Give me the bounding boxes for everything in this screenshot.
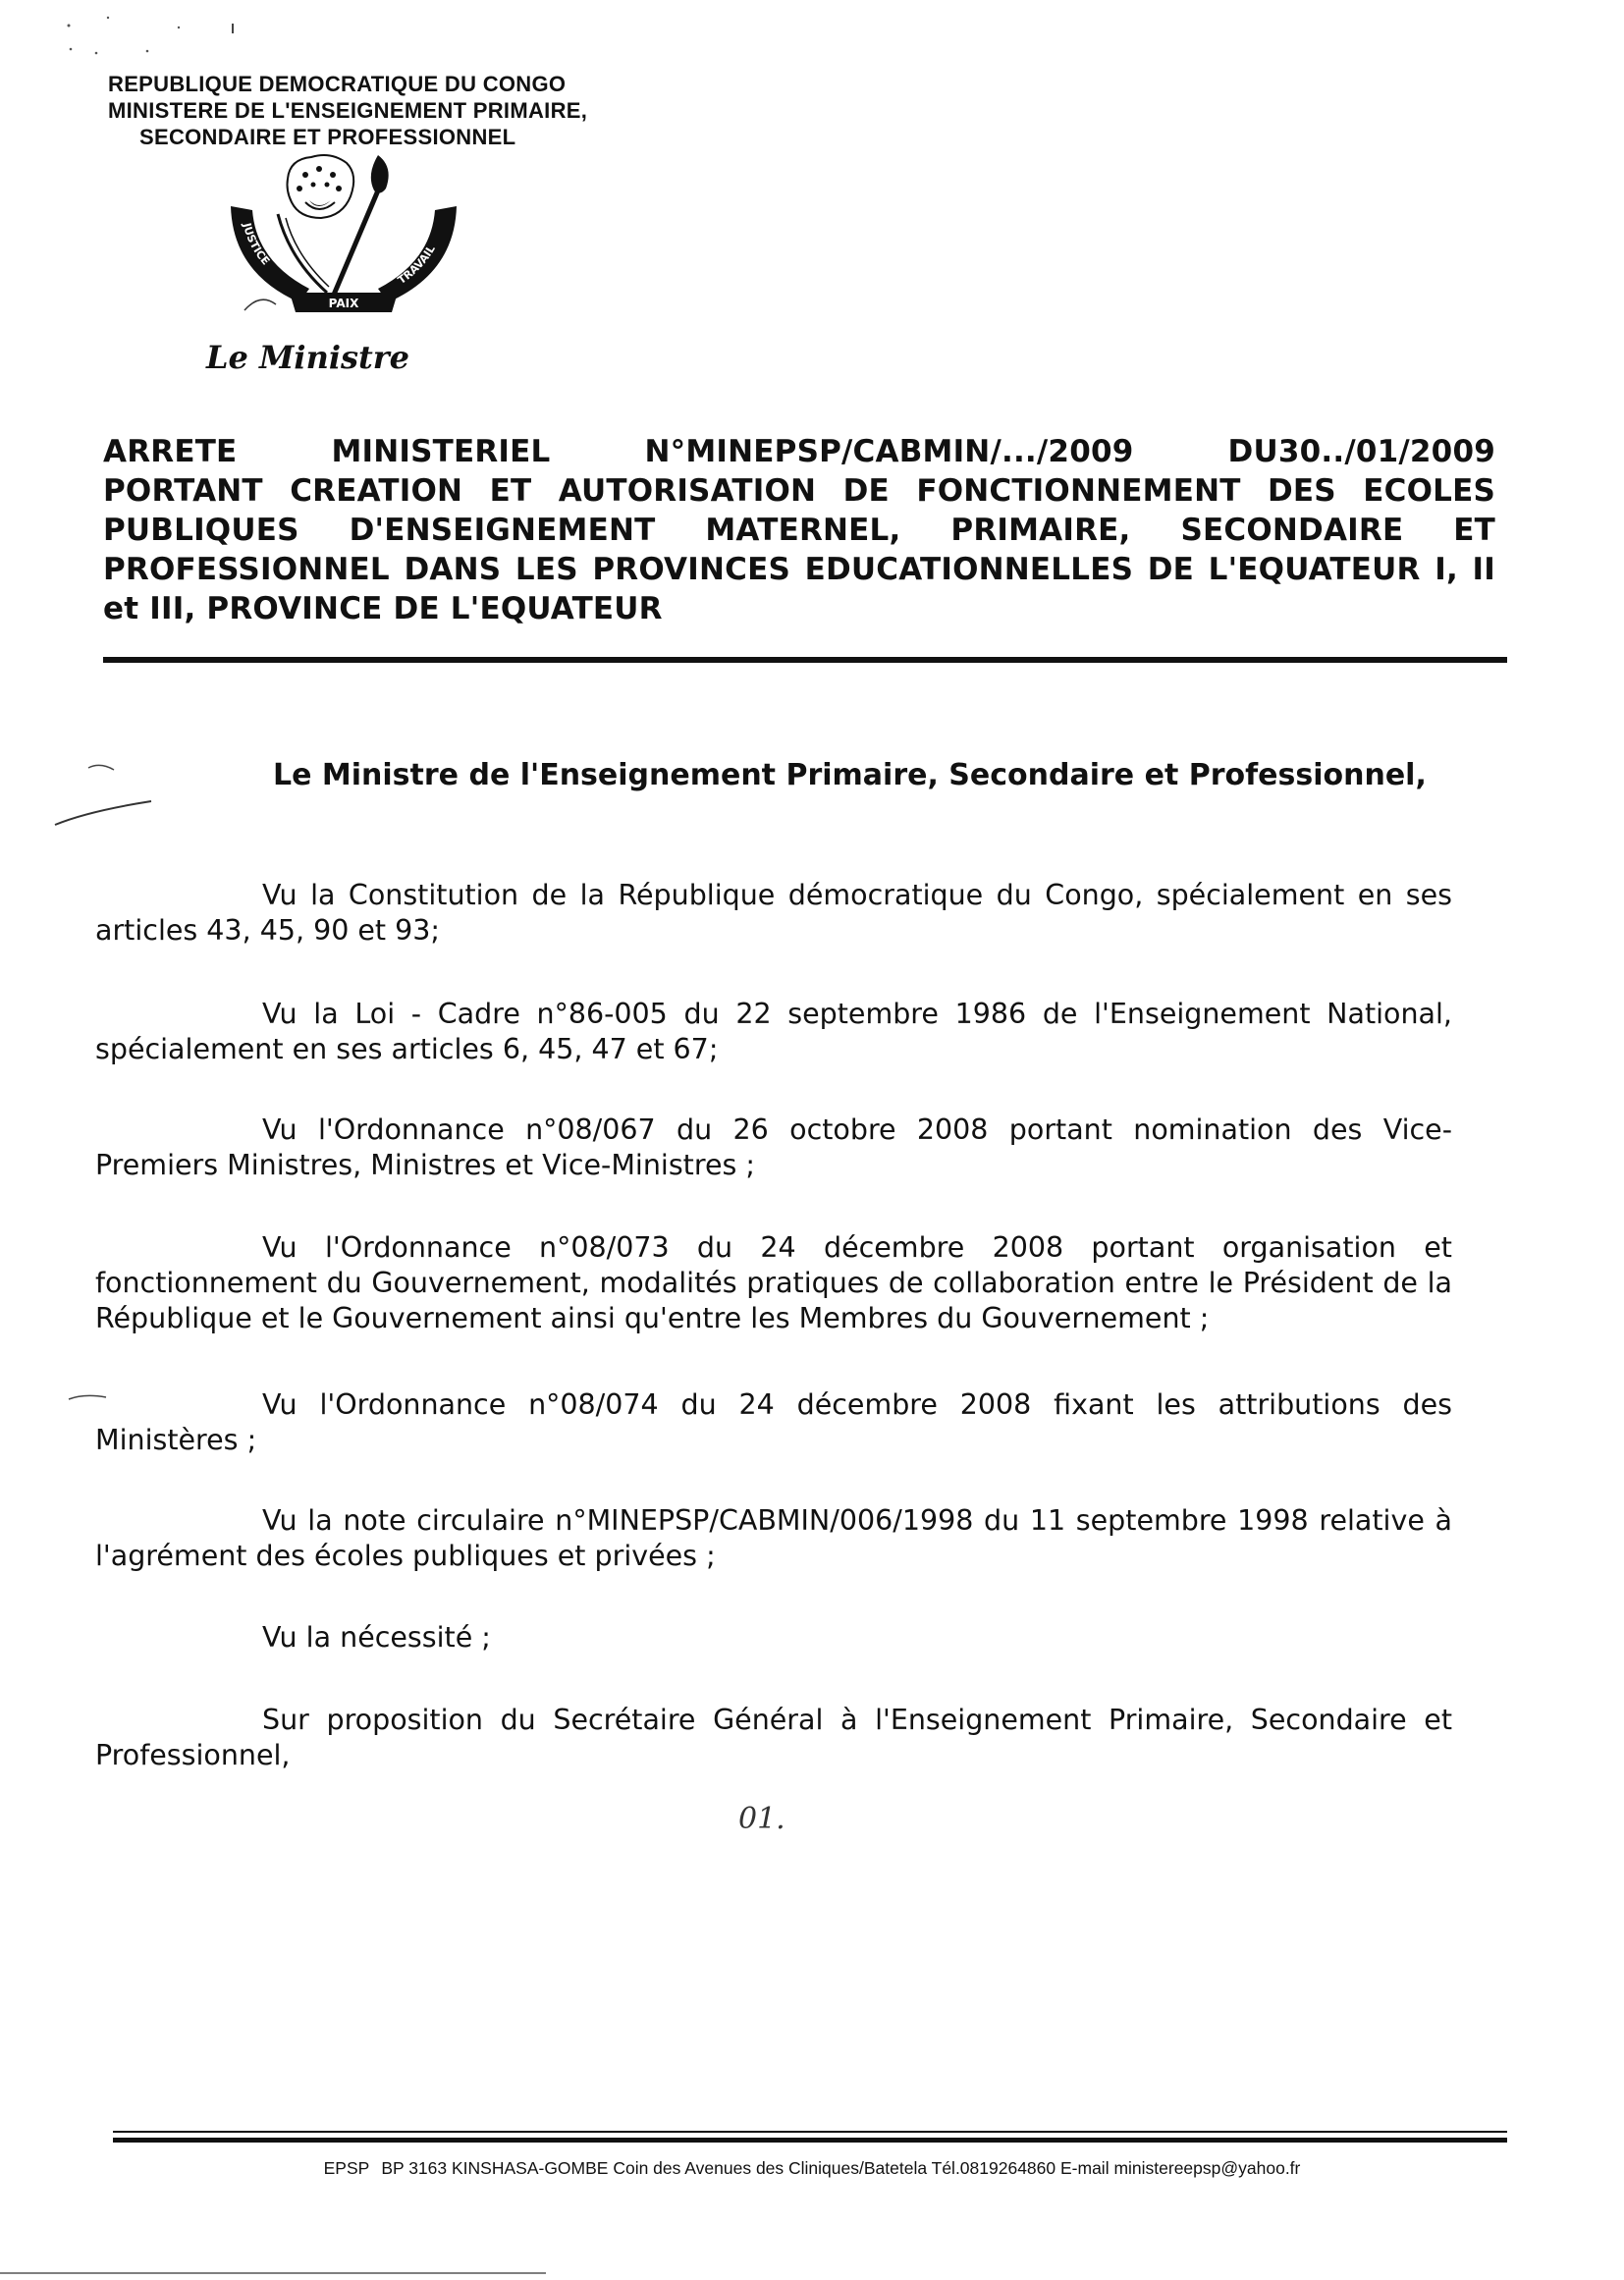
- title-divider: [103, 657, 1507, 663]
- scan-edge-line: [0, 2270, 550, 2276]
- consideration-constitution: Vu la Constitution de la République démocratique du Congo, spécialement en ses articles 43, 45, 90 et 93;: [95, 879, 1452, 947]
- margin-pen-marks: [49, 758, 167, 837]
- emblem-motto-left: JUSTICE: [240, 221, 273, 268]
- coat-of-arms-emblem: [221, 145, 466, 327]
- letterhead: [108, 71, 697, 150]
- footer-contact: BP 3163 KINSHASA-GOMBE Coin des Avenues des Cliniques/Batetela Tél.0819264860 E-mail ministereepsp@yahoo.fr: [381, 2158, 1301, 2178]
- consideration-loi-cadre: Vu la Loi - Cadre n°86-005 du 22 septembre 1986 de l'Enseignement National, spécialement en ses articles 6, 45, 47 et 67;: [95, 998, 1452, 1065]
- decree-word-ministeriel: MINISTERIEL: [331, 434, 551, 469]
- footer-address: [0, 2158, 1624, 2179]
- signature-title: Le Ministre: [206, 339, 410, 376]
- decree-subject: PORTANT CREATION ET AUTORISATION DE FONCTIONNEMENT DES ECOLES PUBLIQUES D'ENSEIGNEMENT MATERNEL, PRIMAIRE, SECONDAIRE ET PROFESSIONNEL DANS LES PROVINCES EDUCATIONNELLES DE L'EQUATEUR I, II et III, PROVINCE DE L'EQUATEUR: [103, 473, 1495, 626]
- leopard-head-icon: [288, 155, 354, 218]
- decree-title: [103, 432, 1495, 628]
- footer-org: EPSP: [323, 2158, 370, 2178]
- consideration-ordonnance-073: Vu l'Ordonnance n°08/073 du 24 décembre 2008 portant organisation et fonctionnement du Gouvernement, modalités pratiques de collaboration entre le Président de la République et le Gouvernement ainsi qu'entre les Membres du Gouvernement ;: [95, 1231, 1452, 1334]
- page-number: 01.: [738, 1802, 785, 1836]
- consideration-proposition: Sur proposition du Secrétaire Général à l'Enseignement Primaire, Secondaire et Professionnel,: [95, 1704, 1452, 1771]
- decree-reference: N°MINEPSP/CABMIN/.../2009: [644, 434, 1134, 469]
- decree-date: DU30../01/2009: [1227, 434, 1495, 469]
- footer-divider-thick: [113, 2138, 1507, 2143]
- spear-icon: [334, 155, 389, 295]
- consideration-ordonnance-074: Vu l'Ordonnance n°08/074 du 24 décembre 2008 fixant les attributions des Ministères ;: [95, 1388, 1452, 1456]
- minister-heading: Le Ministre de l'Enseignement Primaire, Secondaire et Professionnel,: [273, 758, 1427, 792]
- decree-word-arrete: ARRETE: [103, 434, 238, 469]
- emblem-motto-bottom: PAIX: [328, 297, 359, 310]
- decree-title-line: [103, 432, 1495, 471]
- consideration-necessite: Vu la nécessité ;: [262, 1621, 491, 1654]
- consideration-note-circulaire: Vu la note circulaire n°MINEPSP/CABMIN/006/1998 du 11 septembre 1998 relative à l'agrément des écoles publiques et privées ;: [95, 1504, 1452, 1572]
- letterhead-ministry-cont: SECONDAIRE ET PROFESSIONNEL: [139, 125, 516, 149]
- emblem-motto-right: TRAVAIL: [395, 243, 438, 288]
- letterhead-country: REPUBLIQUE DEMOCRATIQUE DU CONGO: [108, 72, 567, 96]
- footer-divider-thin: [113, 2131, 1507, 2133]
- consideration-ordonnance-067: Vu l'Ordonnance n°08/067 du 26 octobre 2008 portant nomination des Vice-Premiers Ministres, Ministres et Vice-Ministres ;: [95, 1113, 1452, 1181]
- letterhead-ministry: MINISTERE DE L'ENSEIGNEMENT PRIMAIRE,: [108, 98, 588, 123]
- scan-marks: [49, 10, 304, 79]
